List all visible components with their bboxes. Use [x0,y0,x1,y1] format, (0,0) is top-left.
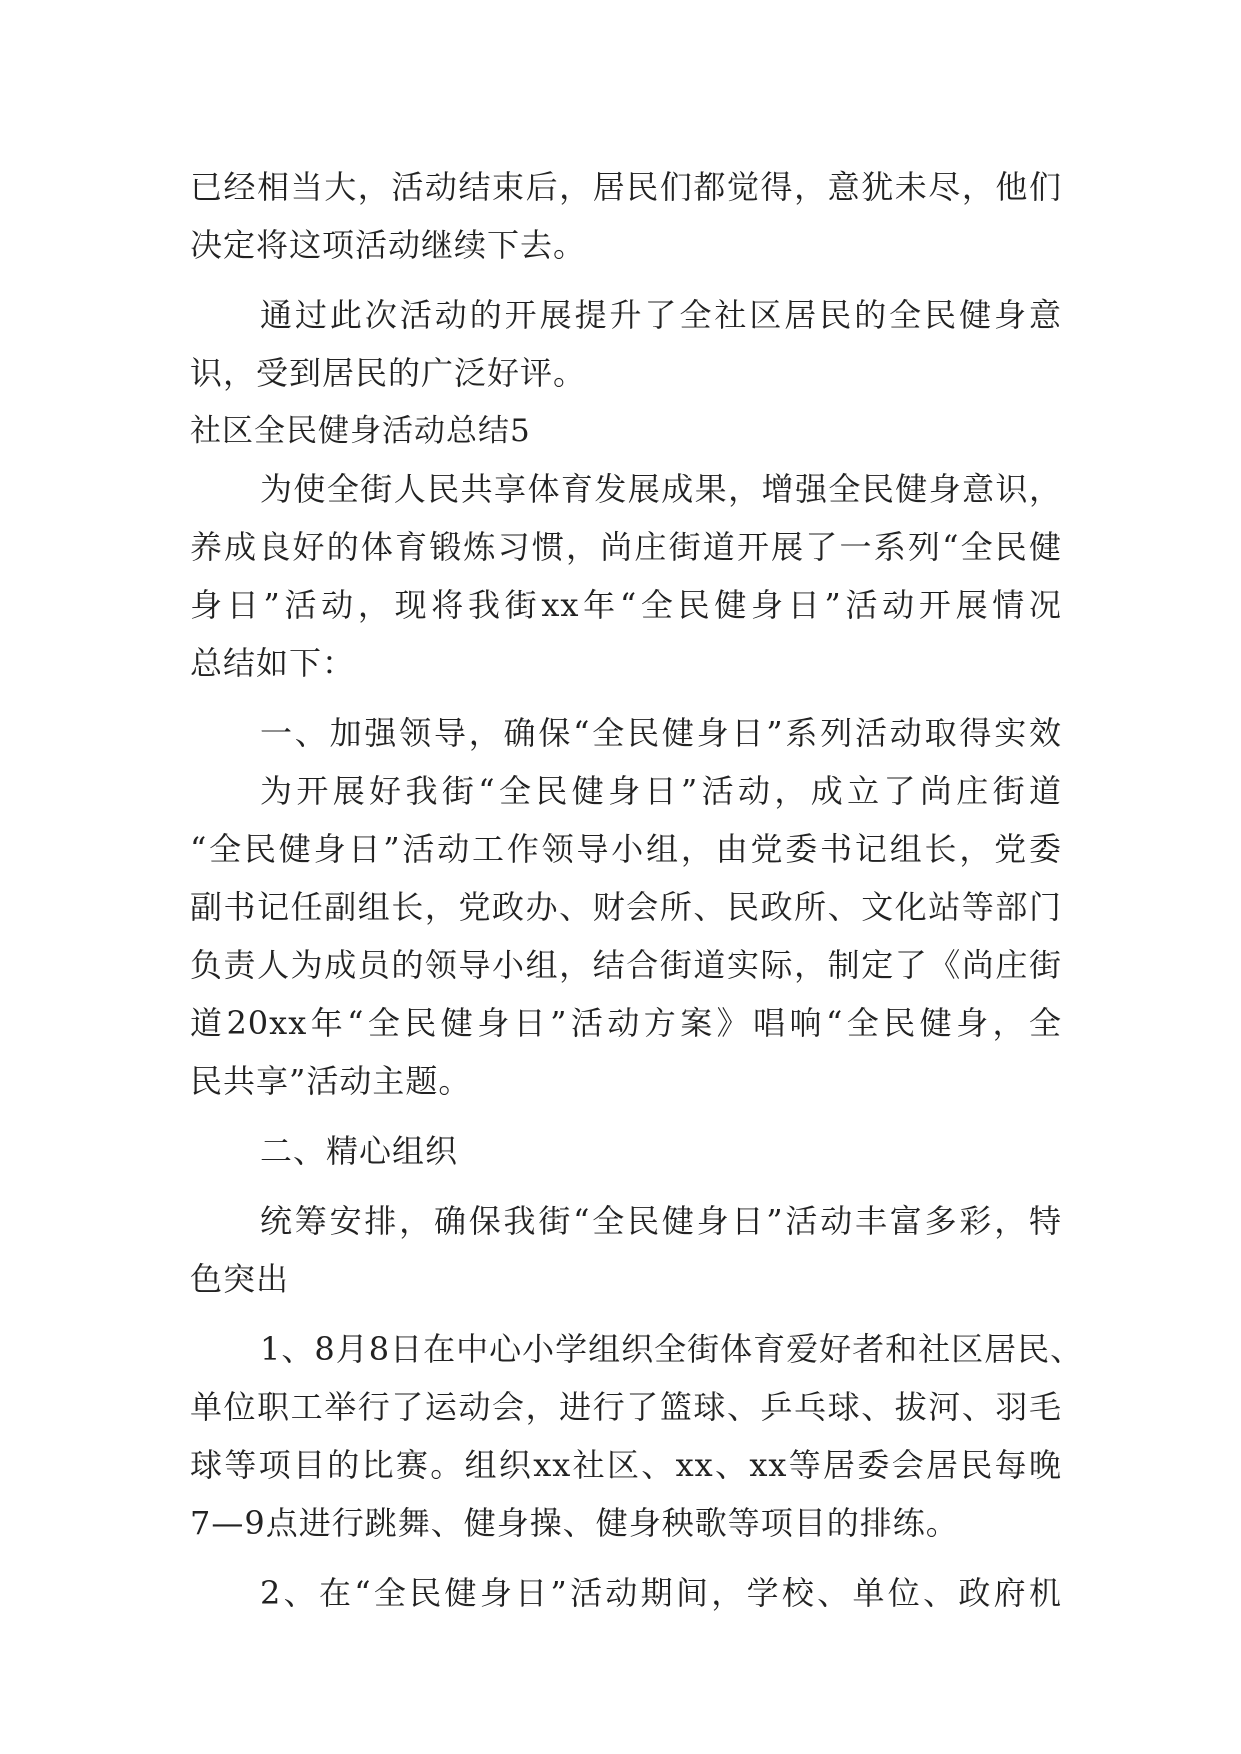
text-line: 色突出 [190,1260,290,1298]
text-line: 决定将这项活动继续下去。 [190,226,587,264]
text-line: 民共享”活动主题。 [190,1062,472,1100]
section-heading: 社区全民健身活动总结5 [190,413,531,449]
text-line: 道20xx年“全民健身日”活动方案》唱响“全民健身，全 [190,1004,1062,1042]
text-line: 已经相当大，活动结束后，居民们都觉得，意犹未尽，他们 [190,168,1062,206]
text-line: 身日”活动，现将我街xx年“全民健身日”活动开展情况 [190,586,1062,624]
text-line: 负责人为成员的领导小组，结合街道实际，制定了《尚庄街 [190,946,1062,984]
text-line: 单位职工举行了运动会，进行了篮球、乒乓球、拔河、羽毛 [190,1388,1062,1426]
text-line: 通过此次活动的开展提升了全社区居民的全民健身意 [260,296,1062,334]
text-line: 为开展好我街“全民健身日”活动，成立了尚庄街道 [260,772,1062,810]
text-line: 为使全街人民共享体育发展成果，增强全民健身意识， [260,470,1062,508]
text-line: 球等项目的比赛。组织xx社区、xx、xx等居委会居民每晚 [190,1446,1062,1484]
text-line: 统筹安排，确保我街“全民健身日”活动丰富多彩，特 [260,1202,1062,1240]
document-body [190,158,1084,1622]
text-line: 1、8月8日在中心小学组织全街体育爱好者和社区居民、 [260,1330,1084,1368]
text-line: 养成良好的体育锻炼习惯，尚庄街道开展了一系列“全民健 [190,528,1062,566]
text-line: “全民健身日”活动工作领导小组，由党委书记组长，党委 [190,830,1062,868]
text-line: 二、精心组织 [260,1132,459,1170]
text-line: 7—9点进行跳舞、健身操、健身秧歌等项目的排练。 [190,1504,959,1542]
text-line: 副书记任副组长，党政办、财会所、民政所、文化站等部门 [190,888,1062,926]
text-line: 2、在“全民健身日”活动期间，学校、单位、政府机 [260,1574,1062,1612]
text-line: 识，受到居民的广泛好评。 [190,354,587,392]
text-line: 总结如下： [190,644,356,682]
text-line: 一、加强领导，确保“全民健身日”系列活动取得实效 [260,714,1062,752]
